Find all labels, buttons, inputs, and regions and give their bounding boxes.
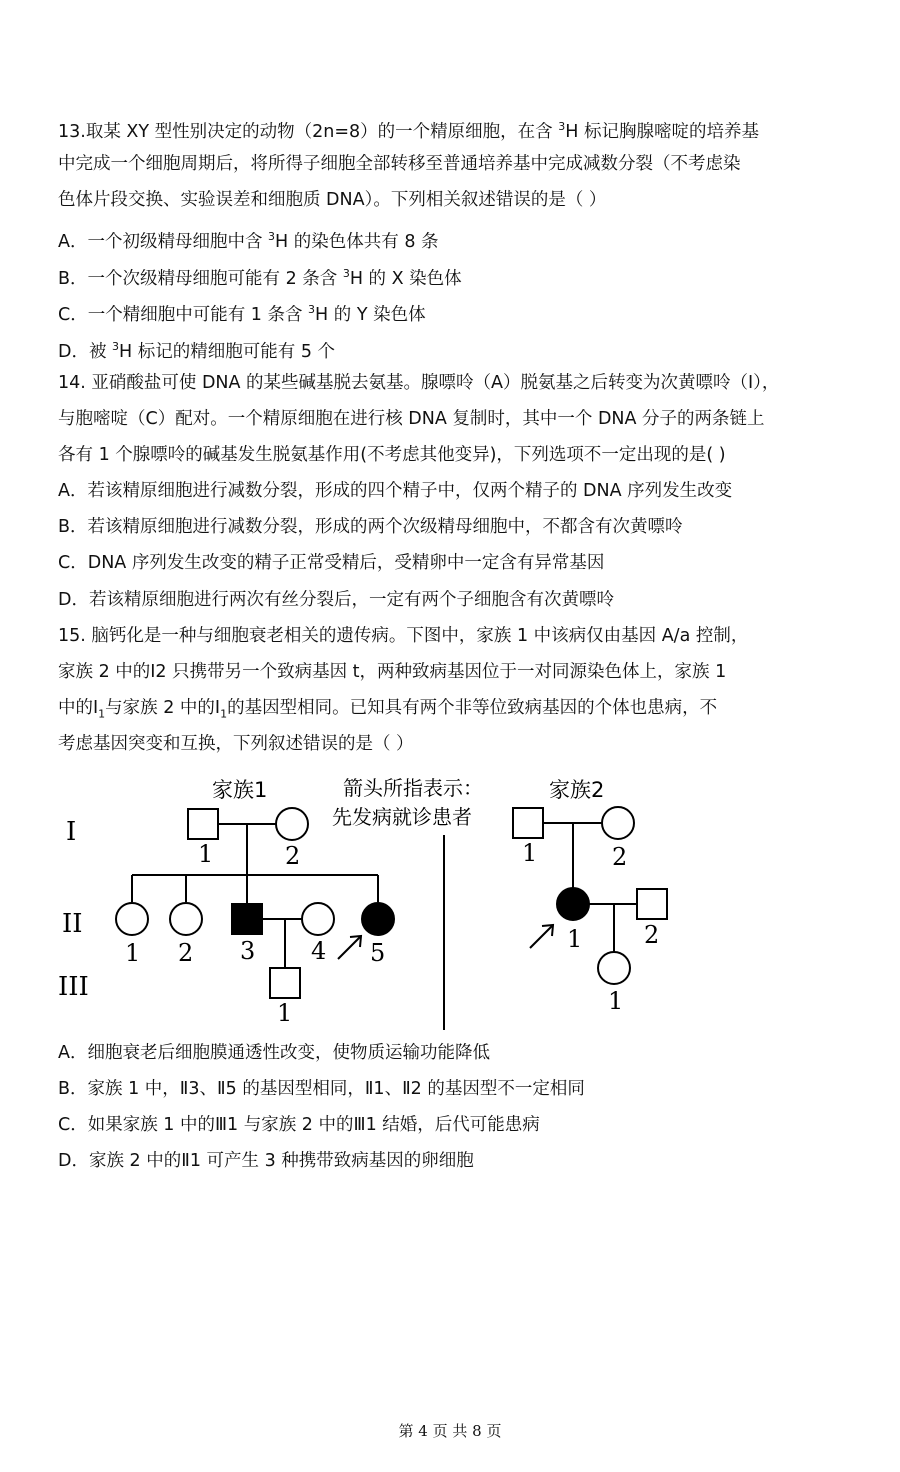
- legend-line1: 箭头所指表示：: [343, 776, 483, 800]
- f1-II4-number: 4: [311, 937, 327, 965]
- q13-option-d: D．被 $^3$H 标记的精细胞可能有 5 个: [58, 340, 336, 362]
- f2-proband-arrow: [530, 926, 552, 948]
- q14-option-d: D．若该精原细胞进行两次有丝分裂后，一定有两个子细胞含有次黄嘌呤: [58, 590, 614, 610]
- f2-III1-female: [598, 952, 630, 984]
- f1-III1-number: 1: [277, 999, 293, 1027]
- q14-option-c: C．DNA 序列发生改变的精子正常受精后，受精卵中一定含有异常基因: [58, 553, 605, 573]
- f1-II2-number: 2: [178, 939, 194, 967]
- f1-II1-number: 1: [125, 939, 141, 967]
- q13-option-b: B．一个次级精母细胞可能有 2 条含 $^3$H 的 X 染色体: [58, 267, 462, 289]
- q14-stem-line1: 14. 亚硝酸盐可使 DNA 的某些碱基脱去氨基。腺嘌呤（A）脱氨基之后转变为次黄嘌呤（I），: [58, 373, 780, 393]
- q13-option-c: C．一个精细胞中可能有 1 条含 $^3$H 的 Y 染色体: [58, 303, 426, 325]
- gen-label-I: I: [66, 817, 77, 847]
- f1-I1-number: 1: [198, 840, 214, 868]
- f1-I2-number: 2: [285, 842, 301, 870]
- legend-line2: 先发病就诊患者: [332, 805, 472, 829]
- f1-I2-female: [276, 808, 308, 840]
- f2-I1-male: [513, 808, 543, 838]
- family2-title: 家族2: [549, 778, 605, 802]
- family1-title: 家族1: [212, 778, 268, 802]
- q15-stem-line3: 中的$Ⅰ_1$与家族 2 中的$Ⅰ_1$的基因型相同。已知具有两个非等位致病基因的个体也患病，不: [58, 698, 718, 721]
- gen-label-II: II: [62, 909, 83, 939]
- q14-stem-line2: 与胞嘧啶（C）配对。一个精原细胞在进行核 DNA 复制时，其中一个 DNA 分子的两条链上: [58, 409, 765, 429]
- q15-option-a: A．细胞衰老后细胞膜通透性改变，使物质运输功能降低: [58, 1043, 490, 1063]
- f2-II1-number: 1: [567, 925, 583, 953]
- f1-II5-affected-female: [362, 903, 394, 935]
- q15-stem-line4: 考虑基因突变和互换，下列叙述错误的是（ ）: [58, 734, 414, 754]
- q15-option-b: B．家族 1 中，Ⅱ3、Ⅱ5 的基因型相同，Ⅱ1、Ⅱ2 的基因型不一定相同: [58, 1079, 585, 1099]
- q14-option-b: B．若该精原细胞进行减数分裂，形成的两个次级精母细胞中，不都含有次黄嘌呤: [58, 517, 683, 537]
- f2-II1-affected-female: [557, 888, 589, 920]
- f1-II3-affected-male: [232, 904, 262, 934]
- f1-proband-arrow: [338, 937, 360, 959]
- f2-I2-number: 2: [612, 843, 628, 871]
- f2-II2-male: [637, 889, 667, 919]
- f2-I1-number: 1: [522, 839, 538, 867]
- q15-option-d: D．家族 2 中的Ⅱ1 可产生 3 种携带致病基因的卵细胞: [58, 1151, 474, 1171]
- pedigree-diagram: [0, 765, 900, 1055]
- q13-stem-line1: 13.取某 XY 型性别决定的动物（2n=8）的一个精原细胞，在含 $^3$H 标记胸腺嘧啶的培养基: [58, 120, 759, 142]
- q15-stem-line1: 15. 脑钙化是一种与细胞衰老相关的遗传病。下图中，家族 1 中该病仅由基因 A/a 控制，: [58, 626, 749, 646]
- f2-III1-number: 1: [608, 987, 624, 1015]
- f1-II1-female: [116, 903, 148, 935]
- f1-II3-number: 3: [240, 937, 256, 965]
- q14-stem-line3: 各有 1 个腺嘌呤的碱基发生脱氨基作用(不考虑其他变异)，下列选项不一定出现的是( ): [58, 445, 726, 465]
- f2-II2-number: 2: [644, 921, 660, 949]
- q13-option-a: A．一个初级精母细胞中含 $^3$H 的染色体共有 8 条: [58, 230, 439, 252]
- f1-I1-male: [188, 809, 218, 839]
- q13-stem-line2: 中完成一个细胞周期后，将所得子细胞全部转移至普通培养基中完成减数分裂（不考虑染: [58, 154, 741, 174]
- f1-III1-male: [270, 968, 300, 998]
- gen-label-III: III: [58, 972, 89, 1002]
- q13-stem-line3: 色体片段交换、实验误差和细胞质 DNA）。下列相关叙述错误的是（ ）: [58, 190, 607, 210]
- f2-I2-female: [602, 807, 634, 839]
- f1-II2-female: [170, 903, 202, 935]
- q15-option-c: C．如果家族 1 中的Ⅲ1 与家族 2 中的Ⅲ1 结婚，后代可能患病: [58, 1115, 540, 1135]
- f1-II4-female: [302, 903, 334, 935]
- q14-option-a: A．若该精原细胞进行减数分裂，形成的四个精子中，仅两个精子的 DNA 序列发生改变: [58, 481, 733, 501]
- page-footer: 第 4 页 共 8 页: [398, 1422, 502, 1440]
- q15-stem-line2: 家族 2 中的Ⅰ2 只携带另一个致病基因 t，两种致病基因位于一对同源染色体上，家族 1: [58, 662, 727, 682]
- f1-II5-number: 5: [370, 939, 386, 967]
